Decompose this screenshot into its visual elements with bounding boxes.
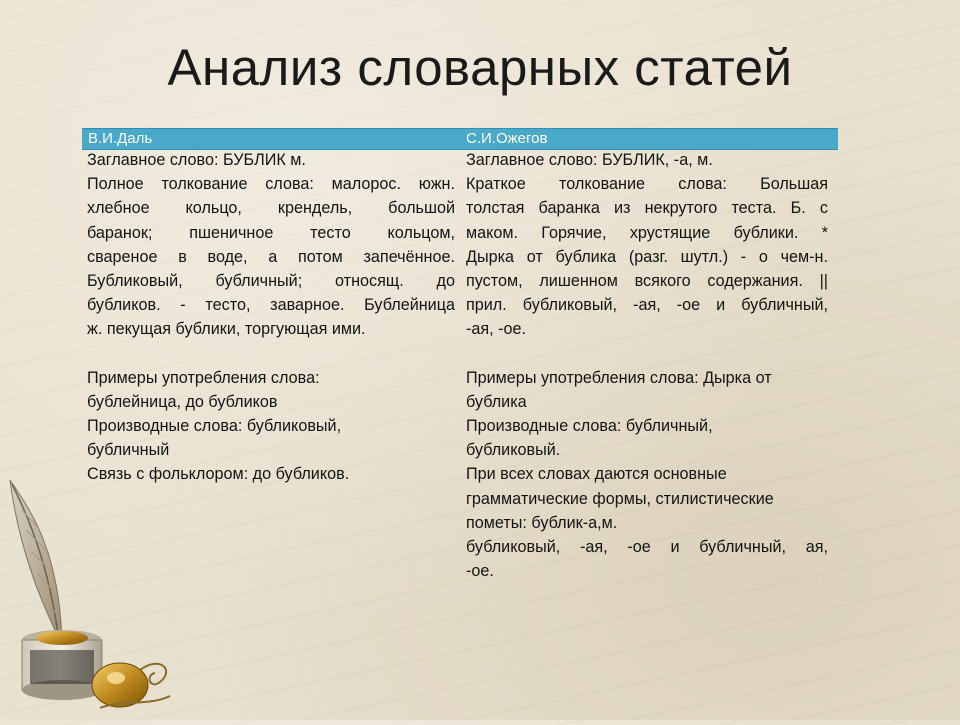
quill-and-inkwell-icon: [0, 470, 190, 720]
ozhegov-definition-line: Дырка от бублика (разг. шутл.) - о чем-н.: [466, 247, 828, 266]
dal-full-definition: [87, 172, 455, 341]
ozhegov-examples-line: Примеры употребления слова: Дырка от: [466, 368, 772, 387]
dal-headword: Заглавное слово: БУБЛИК м.: [87, 151, 306, 169]
dal-definition-line: баранок; пшеничное тесто кольцом,: [87, 223, 455, 242]
slide-title: Анализ словарных статей: [167, 39, 793, 96]
column-header-dal: В.И.Даль: [88, 130, 153, 147]
ozhegov-definition-line: маком. Горячие, хрустящие бублики. *: [466, 223, 828, 242]
ozhegov-definition-line: прил. бубликовый, -ая, -ое и бубличный,: [466, 296, 828, 315]
dal-definition-line: бубликов. - тесто, заварное. Бублейница: [87, 296, 455, 315]
ozhegov-definition-line: Краткое толкование слова: Большая: [466, 175, 828, 194]
ozhegov-definition-line: пустом, лишенном всякого содержания. ||: [466, 272, 828, 291]
ozhegov-examples-line: бублика: [466, 392, 527, 411]
dal-folklore: Связь с фольклором: до бубликов.: [87, 465, 350, 484]
dal-derivatives-line: Производные слова: бубликовый,: [87, 417, 342, 436]
ozhegov-notes-line: грамматические формы, стилистические: [466, 489, 774, 508]
dal-definition-line: хлебное кольцо, крендель, большой: [87, 199, 455, 218]
ozhegov-notes-line: -ое.: [466, 562, 494, 581]
ozhegov-short-definition: [466, 172, 828, 341]
ozhegov-definition-line: -ая, -ое.: [466, 320, 527, 339]
dal-definition-line: Полное толкование слова: малорос. южн.: [87, 175, 455, 194]
column-header-ozhegov: С.И.Ожегов: [466, 130, 548, 147]
ozhegov-notes-line: бубликовый, -ая, -ое и бубличный, ая,: [466, 538, 828, 557]
dal-examples-line: Примеры употребления слова:: [87, 368, 320, 387]
ozhegov-headword: Заглавное слово: БУБЛИК, -а, м.: [466, 151, 713, 169]
dal-column: [87, 148, 455, 487]
ozhegov-notes-line: пометы: бублик-а,м.: [466, 513, 618, 532]
dal-definition-line: Бубликовый, бубличный; относящ. до: [87, 272, 455, 291]
dal-derivatives-line: бубличный: [87, 441, 170, 460]
dal-definition-line: свареное в воде, а потом запечённое.: [87, 247, 455, 266]
table-header: [82, 128, 838, 150]
ozhegov-notes-line: При всех словах даются основные: [466, 465, 727, 484]
ozhegov-notes: [466, 462, 828, 583]
dal-definition-line: ж. пекущая бублики, торгующая ими.: [87, 320, 366, 339]
ozhegov-definition-line: толстая баранка из некрутого теста. Б. с: [466, 199, 828, 218]
dal-examples-line: бублейница, до бубликов: [87, 392, 278, 411]
ozhegov-derivatives-line: Производные слова: бубличный,: [466, 417, 713, 436]
ozhegov-column: [466, 148, 828, 583]
ozhegov-derivatives-line: бубликовый.: [466, 441, 561, 460]
